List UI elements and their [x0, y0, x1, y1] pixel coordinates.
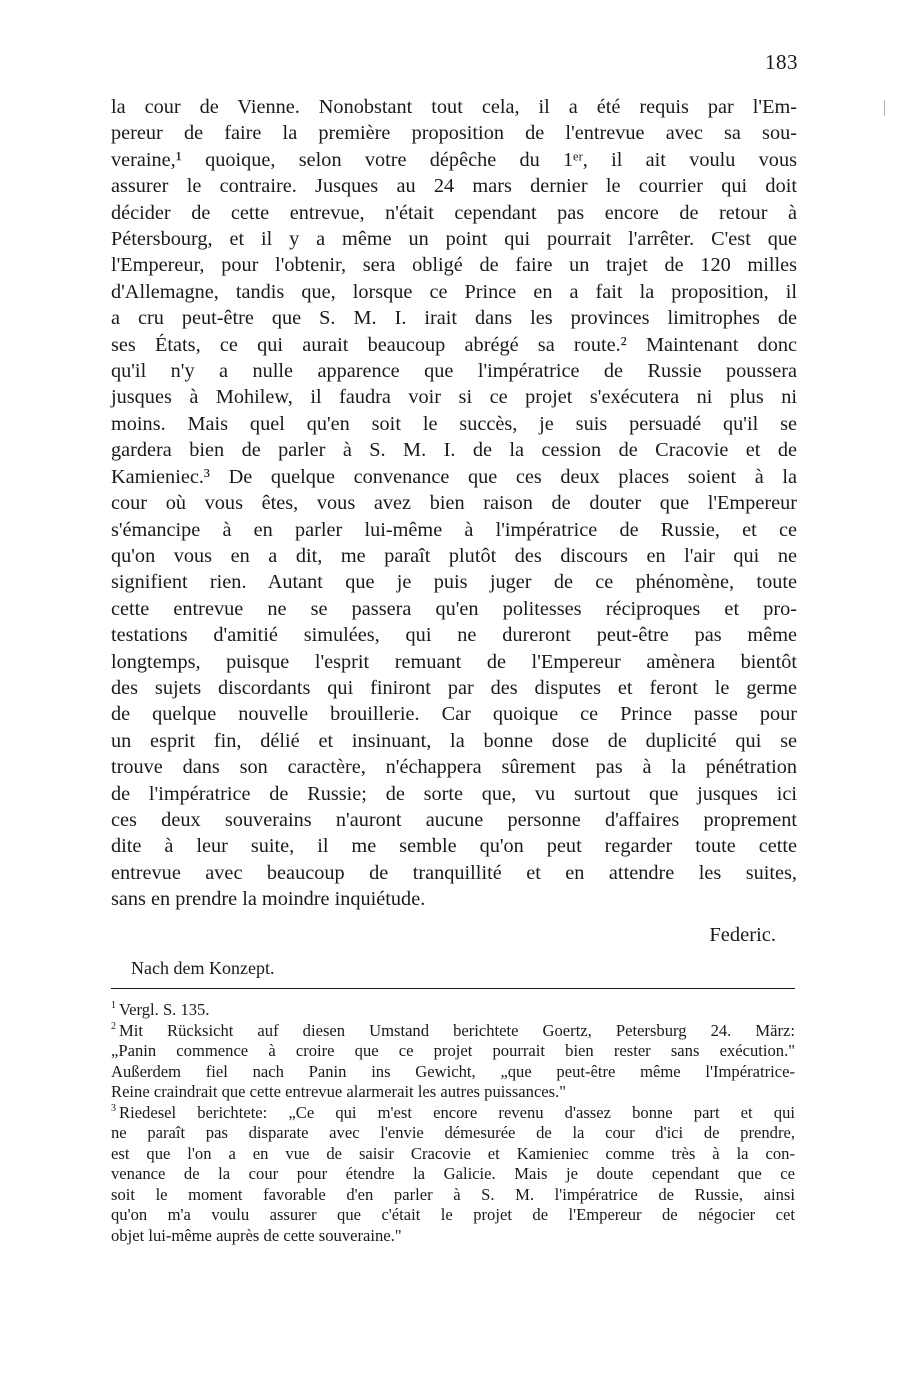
footnote — [111, 1103, 795, 1247]
body-line: des sujets discordants qui finiront par des disputes et feront le germe — [111, 676, 797, 699]
footnote — [111, 1021, 795, 1103]
body-line: cour où vous êtes, vous avez bien raison de douter que l'Empereur — [111, 492, 797, 515]
body-line: pereur de faire la première proposition de l'entrevue avec sa sou- — [111, 122, 797, 145]
body-line: a cru peut-être que S. M. I. irait dans les provinces limitrophes de — [111, 307, 797, 330]
body-line: un esprit fin, délié et insinuant, la bonne dose de duplicité qui se — [111, 729, 797, 752]
body-line: dite à leur suite, il me semble qu'on peut regarder toute cette — [111, 835, 797, 858]
body-line: qu'on vous en a dit, me paraît plutôt des discours en l'air qui ne — [111, 544, 797, 567]
body-line: veraine,¹ quoique, selon votre dépêche du 1ᵉʳ, il ait voulu vous — [111, 148, 797, 171]
body-line: d'Allemagne, tandis que, lorsque ce Prince en a fait la proposition, il — [111, 280, 797, 303]
footnote-marker: 1 — [111, 1000, 116, 1012]
body-line: moins. Mais quel qu'en soit le succès, je suis persuadé qu'il se — [111, 412, 797, 435]
page-number: 183 — [765, 50, 798, 74]
body-line: ces deux souverains n'auront aucune personne d'affaires proprement — [111, 808, 797, 831]
signature: Federic. — [709, 924, 776, 946]
footnote-marker: 3 — [111, 1102, 116, 1114]
body-line: assurer le contraire. Jusques au 24 mars dernier le courrier qui doit — [111, 175, 797, 198]
body-line: la cour de Vienne. Nonobstant tout cela, il a été requis par l'Em- — [111, 96, 797, 118]
body-line: de quelque nouvelle brouillerie. Car quoique ce Prince passe pour — [111, 703, 797, 726]
body-line: gardera bien de parler à S. M. I. de la cession de Cracovie et de — [111, 439, 797, 462]
footnote-line: objet lui-même auprès de cette souveraine." — [111, 1225, 402, 1245]
footnote-line — [111, 1103, 795, 1124]
body-line: jusques à Mohilew, il faudra voir si ce projet s'exécutera ni plus ni — [111, 386, 797, 409]
footnote-marker: 2 — [111, 1020, 116, 1032]
footnotes — [111, 1000, 795, 1246]
footnote-line: ne paraît pas disparate avec l'envie démesurée de la cour d'ici de prendre, — [111, 1123, 795, 1142]
body-line: signifient rien. Autant que je puis juger de ce phénomène, toute — [111, 571, 797, 594]
body-line: cette entrevue ne se passera qu'en politesses réciproques et pro- — [111, 597, 797, 620]
footnote-text: Mit Rücksicht auf diesen Umstand berichtete Goertz, Petersburg 24. März: — [119, 1020, 795, 1040]
footnote-line: venance de la cour pour étendre la Galicie. Mais je doute cependant que ce — [111, 1164, 795, 1183]
body-line: décider de cette entrevue, n'était cependant pas encore de retour à — [111, 201, 797, 224]
body-line: Pétersbourg, et il y a même un point qui pourrait l'arrêter. C'est que — [111, 228, 797, 251]
body-line: l'Empereur, pour l'obtenir, sera obligé de faire un trajet de 120 milles — [111, 254, 797, 277]
body-line: s'émancipe à en parler lui-même à l'impératrice de Russie, et ce — [111, 518, 797, 541]
footnote-text: Riedesel berichtete: „Ce qui m'est encore revenu d'assez bonne part et qui — [119, 1102, 795, 1122]
footnote-line: Reine craindrait que cette entrevue alarmerait les autres puissances." — [111, 1082, 567, 1101]
footnote-line — [111, 1000, 795, 1021]
footnote-line: „Panin commence à croire que ce projet pourrait bien rester sans exécution." — [111, 1041, 795, 1060]
body-line: longtemps, puisque l'esprit remuant de l'Empereur amènera bientôt — [111, 650, 797, 673]
body-line: sans en prendre la moindre inquiétude. — [111, 888, 426, 911]
footnote-text: Vergl. S. 135. — [119, 1000, 210, 1019]
body-line: testations d'amitié simulées, qui ne dureront peut-être pas même — [111, 624, 797, 647]
body-line: trouve dans son caractère, n'échappera sûrement pas à la pénétration — [111, 756, 797, 779]
footnote-line: Außerdem fiel nach Panin ins Gewicht, „que peut-être même l'Impératrice- — [111, 1061, 795, 1081]
margin-mark — [884, 100, 885, 116]
body-line: ses États, ce qui aurait beaucoup abrégé sa route.² Maintenant donc — [111, 333, 797, 356]
source-note: Nach dem Konzept. — [131, 958, 275, 978]
footnote — [111, 1000, 795, 1021]
footnote-line: est que l'on a en vue de saisir Cracovie et Kamieniec comme très à la con- — [111, 1143, 795, 1163]
footnote-rule — [111, 988, 795, 989]
body-line: de l'impératrice de Russie; de sorte que, vu surtout que jusques ici — [111, 782, 797, 805]
body-line: qu'il n'y a nulle apparence que l'impératrice de Russie poussera — [111, 360, 797, 383]
body-line: Kamieniec.³ De quelque convenance que ces deux places soient à la — [111, 465, 797, 488]
footnote-line: qu'on m'a voulu assurer que c'était le projet de l'Empereur de négocier cet — [111, 1205, 795, 1224]
letter-body — [111, 94, 797, 913]
footnote-line: soit le moment favorable d'en parler à S. M. l'impératrice de Russie, ainsi — [111, 1184, 795, 1204]
footnote-line — [111, 1021, 795, 1042]
body-line: entrevue avec beaucoup de tranquillité et en attendre les suites, — [111, 861, 797, 884]
